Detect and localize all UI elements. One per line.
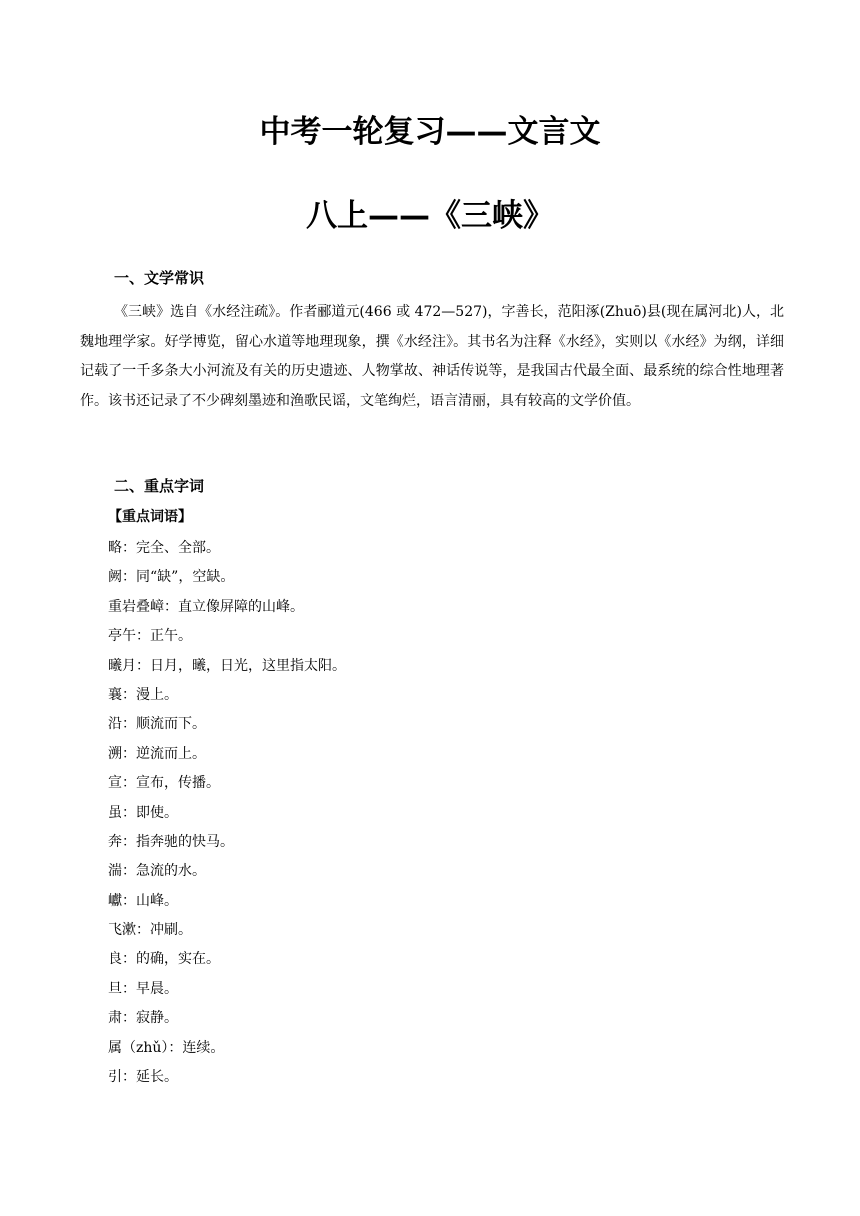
vocab-item: 亭午：正午。 xyxy=(108,628,192,645)
vocab-item: 奔：指奔驰的快马。 xyxy=(108,833,234,850)
section-heading-literary-knowledge: 一、文学常识 xyxy=(114,269,205,287)
literary-knowledge-paragraph: 《三峡》选自《水经注疏》。作者郦道元(466 或 472—527)，字善长，范阳涿(Zhuō)县(现在属河北)人，北魏地理学家。好学博览，留心水道等地理现象，撰《水经注》。其书名为注释《水经》，实则以《水经》为纲，详细记载了一千多条大小河流及有关的历史遗迹、人物掌故、神话传说等，是我国古代最全面、最系统的综合性地理著作。该书还记录了不少碑刻墨迹和渔歌民谣，文笔绚烂，语言清丽，具有较高的文学价值。 xyxy=(80,304,784,409)
vocab-item: 飞漱：冲刷。 xyxy=(108,922,192,939)
section-heading-key-words: 二、重点字词 xyxy=(114,477,205,495)
vocab-item: 肃：寂静。 xyxy=(108,1010,178,1027)
vocab-item: 湍：急流的水。 xyxy=(108,863,206,880)
vocab-item: 溯：逆流而上。 xyxy=(108,745,206,762)
vocab-item: 曦月：日月，曦，日光，这里指太阳。 xyxy=(108,657,346,674)
vocab-list xyxy=(108,534,346,1092)
document-subtitle: 八上——《三峡》 xyxy=(306,198,554,234)
vocab-item: 襄：漫上。 xyxy=(108,686,178,703)
vocab-item: 引：延长。 xyxy=(108,1069,178,1086)
key-words-subheading: 【重点词语】 xyxy=(108,509,192,525)
vocab-item: 旦：早晨。 xyxy=(108,980,178,997)
vocab-item: 阙：同“缺”，空缺。 xyxy=(108,569,235,586)
vocab-item: 巘：山峰。 xyxy=(108,892,178,909)
vocab-item: 沿：顺流而下。 xyxy=(108,716,206,733)
vocab-item: 宣：宣布，传播。 xyxy=(108,775,220,792)
vocab-item: 略：完全、全部。 xyxy=(108,540,220,556)
vocab-item: 属（zhǔ）：连续。 xyxy=(108,1039,225,1056)
document-title: 中考一轮复习——文言文 xyxy=(259,114,601,150)
vocab-item: 重岩叠嶂：直立像屏障的山峰。 xyxy=(108,598,304,615)
vocab-item: 虽：即使。 xyxy=(108,804,178,821)
vocab-item: 良：的确，实在。 xyxy=(108,951,220,968)
